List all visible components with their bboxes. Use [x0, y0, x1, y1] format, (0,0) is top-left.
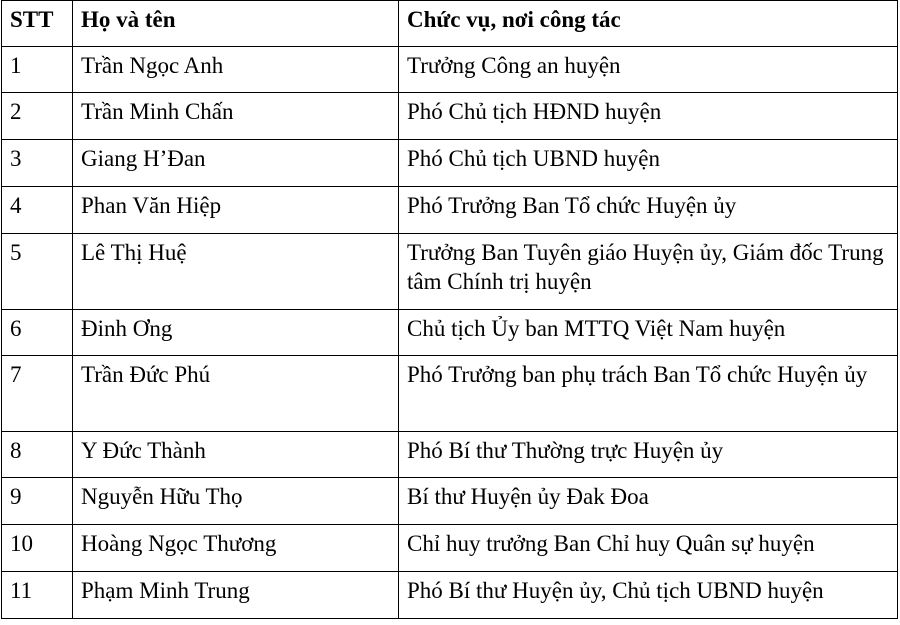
table-header [2, 1, 898, 47]
personnel-table [1, 0, 898, 619]
cell-position: Chủ tịch Ủy ban MTTQ Việt Nam huyện [399, 310, 898, 356]
cell-position: Phó Bí thư Thường trực Huyện ủy [399, 432, 898, 478]
cell-name: Trần Ngọc Anh [73, 47, 399, 93]
header-stt: STT [2, 1, 73, 47]
cell-stt: 3 [2, 140, 73, 187]
cell-stt: 6 [2, 310, 73, 356]
cell-name: Giang H’Đan [73, 140, 399, 187]
cell-stt: 10 [2, 525, 73, 572]
cell-position: Phó Chủ tịch UBND huyện [399, 140, 898, 187]
table-row [2, 572, 898, 619]
header-position: Chức vụ, nơi công tác [399, 1, 898, 47]
table-row [2, 140, 898, 187]
table-row [2, 47, 898, 93]
cell-position: Trưởng Ban Tuyên giáo Huyện ủy, Giám đốc Trung tâm Chính trị huyện [399, 234, 898, 310]
cell-stt: 5 [2, 234, 73, 310]
cell-position: Bí thư Huyện ủy Đak Đoa [399, 478, 898, 525]
table-row [2, 234, 898, 310]
cell-position: Phó Bí thư Huyện ủy, Chủ tịch UBND huyện [399, 572, 898, 619]
cell-name: Trần Đức Phú [73, 356, 399, 432]
cell-name: Lê Thị Huệ [73, 234, 399, 310]
cell-position: Phó Trưởng Ban Tổ chức Huyện ủy [399, 187, 898, 234]
cell-stt: 2 [2, 93, 73, 140]
cell-stt: 11 [2, 572, 73, 619]
cell-position: Phó Chủ tịch HĐND huyện [399, 93, 898, 140]
cell-position: Trưởng Công an huyện [399, 47, 898, 93]
cell-stt: 1 [2, 47, 73, 93]
cell-name: Phan Văn Hiệp [73, 187, 399, 234]
cell-position: Phó Trưởng ban phụ trách Ban Tổ chức Huyện ủy [399, 356, 898, 432]
cell-name: Hoàng Ngọc Thương [73, 525, 399, 572]
table-row [2, 432, 898, 478]
table-row [2, 478, 898, 525]
table-row [2, 310, 898, 356]
cell-stt: 4 [2, 187, 73, 234]
header-name: Họ và tên [73, 1, 399, 47]
table-row [2, 93, 898, 140]
table-row [2, 187, 898, 234]
cell-stt: 9 [2, 478, 73, 525]
cell-name: Phạm Minh Trung [73, 572, 399, 619]
header-row [2, 1, 898, 47]
cell-name: Y Đức Thành [73, 432, 399, 478]
cell-stt: 8 [2, 432, 73, 478]
table-row [2, 525, 898, 572]
table-row [2, 356, 898, 432]
cell-name: Đinh Ơng [73, 310, 399, 356]
cell-name: Trần Minh Chấn [73, 93, 399, 140]
cell-stt: 7 [2, 356, 73, 432]
table-body [2, 47, 898, 619]
cell-name: Nguyễn Hữu Thọ [73, 478, 399, 525]
cell-position: Chỉ huy trưởng Ban Chỉ huy Quân sự huyện [399, 525, 898, 572]
